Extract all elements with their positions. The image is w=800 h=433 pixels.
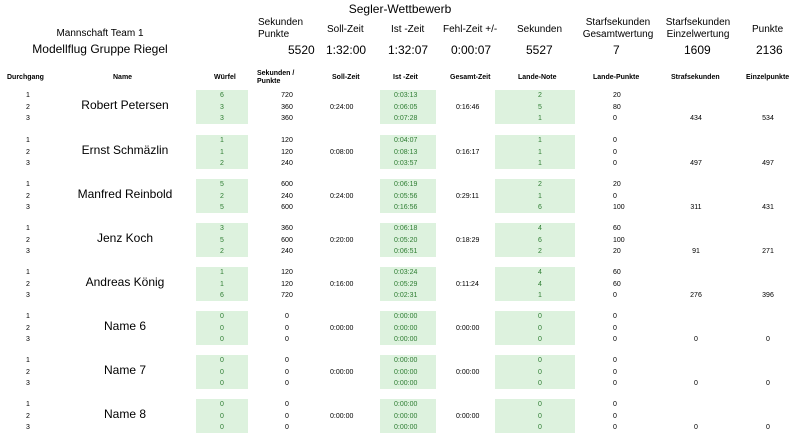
pilot-name: Jenz Koch xyxy=(96,231,154,245)
wuerfel-cell: 3 xyxy=(220,225,224,232)
ist-zeit-cell: 0:00:00 xyxy=(394,324,418,332)
sekunden-cell: 120 xyxy=(281,269,293,276)
summary-label-straf-gesamt xyxy=(578,17,658,41)
summary-label-ist: Ist -Zeit xyxy=(391,24,425,35)
einzelpunkte-cell: 396 xyxy=(762,292,774,299)
einzelpunkte-cell: 534 xyxy=(762,115,774,122)
page-title: Segler-Wettbewerb xyxy=(348,2,452,16)
einzelpunkte-cell: 0 xyxy=(766,336,770,343)
sekunden-cell: 120 xyxy=(281,280,293,288)
sekunden-cell: 600 xyxy=(281,236,293,244)
pilot-name: Name 6 xyxy=(103,319,147,333)
lande-punkte-cell: 0 xyxy=(613,192,617,200)
col-header-strafsekunden: Strafsekunden xyxy=(671,74,720,81)
ist-zeit-cell: 0:08:13 xyxy=(394,148,418,156)
ist-zeit-cell: 0:05:29 xyxy=(394,280,418,288)
sekunden-cell: 0 xyxy=(285,368,289,376)
soll-zeit-cell: 0:20:00 xyxy=(330,236,354,244)
lande-note-cell: 6 xyxy=(538,204,542,211)
lande-punkte-cell: 20 xyxy=(613,248,621,255)
lande-note-cell: 2 xyxy=(538,248,542,255)
durchgang-cell: 3 xyxy=(26,336,30,343)
ist-zeit-cell: 0:16:56 xyxy=(394,204,418,211)
wuerfel-cell: 1 xyxy=(220,148,224,156)
wuerfel-cell: 2 xyxy=(220,248,224,255)
team-name: Mannschaft Team 1 xyxy=(56,28,144,39)
sekunden-cell: 600 xyxy=(281,204,293,211)
lande-note-cell: 1 xyxy=(538,115,542,122)
soll-zeit-cell: 0:00:00 xyxy=(330,324,354,332)
durchgang-cell: 1 xyxy=(26,92,30,99)
einzelpunkte-cell: 271 xyxy=(762,248,774,255)
wuerfel-cell: 1 xyxy=(220,269,224,276)
ist-zeit-cell: 0:03:24 xyxy=(394,269,418,276)
wuerfel-cell: 6 xyxy=(220,292,224,299)
durchgang-cell: 2 xyxy=(26,103,30,111)
lande-punkte-cell: 0 xyxy=(613,380,617,387)
lande-note-cell: 5 xyxy=(538,103,542,111)
durchgang-cell: 1 xyxy=(26,313,30,320)
col-header-note: Lande-Note xyxy=(518,74,557,81)
sekunden-cell: 0 xyxy=(285,357,289,364)
durchgang-cell: 3 xyxy=(26,160,30,167)
lande-punkte-cell: 80 xyxy=(613,103,621,111)
gesamt-zeit-cell: 0:00:00 xyxy=(456,324,480,332)
ist-zeit-cell: 0:06:05 xyxy=(394,103,418,111)
strafsekunden-cell: 276 xyxy=(690,292,702,299)
lande-punkte-cell: 0 xyxy=(613,115,617,122)
strafsekunden-cell: 0 xyxy=(694,424,698,431)
pilot-name: Name 8 xyxy=(103,407,147,421)
einzelpunkte-cell: 497 xyxy=(762,160,774,167)
wuerfel-cell: 0 xyxy=(220,336,224,343)
lande-punkte-cell: 0 xyxy=(613,368,617,376)
sekunden-cell: 360 xyxy=(281,103,293,111)
lande-note-cell: 1 xyxy=(538,148,542,156)
soll-zeit-cell: 0:00:00 xyxy=(330,368,354,376)
summary-label-punkte: Punkte xyxy=(752,24,784,35)
col-header-lande-punkte: Lande-Punkte xyxy=(593,74,640,81)
wuerfel-cell: 3 xyxy=(220,115,224,122)
summary-label-line2: Gesamtwertung xyxy=(582,29,654,40)
col-header-einzelpunkte: Einzelpunkte xyxy=(746,74,790,81)
gesamt-zeit-cell: 0:00:00 xyxy=(456,412,480,420)
lande-note-cell: 4 xyxy=(538,225,542,232)
sekunden-cell: 120 xyxy=(281,148,293,156)
ist-zeit-cell: 0:02:31 xyxy=(394,292,418,299)
lande-punkte-cell: 60 xyxy=(613,269,621,276)
ist-zeit-cell: 0:06:51 xyxy=(394,248,418,255)
summary-value-punkte: 2136 xyxy=(756,43,783,57)
lande-punkte-cell: 0 xyxy=(613,292,617,299)
durchgang-cell: 1 xyxy=(26,357,30,364)
wuerfel-cell: 0 xyxy=(220,401,224,408)
durchgang-cell: 1 xyxy=(26,181,30,188)
durchgang-cell: 2 xyxy=(26,192,30,200)
wuerfel-cell: 0 xyxy=(220,412,224,420)
summary-label-straf-einzel xyxy=(658,17,738,41)
sekunden-cell: 360 xyxy=(281,225,293,232)
durchgang-cell: 1 xyxy=(26,401,30,408)
ist-zeit-cell: 0:03:13 xyxy=(394,92,418,99)
col-header-line1: Sekunden / xyxy=(257,70,295,77)
lande-note-cell: 2 xyxy=(538,181,542,188)
durchgang-cell: 2 xyxy=(26,236,30,244)
wuerfel-cell: 0 xyxy=(220,380,224,387)
col-header-wuerfel: Würfel xyxy=(214,74,236,81)
sekunden-cell: 240 xyxy=(281,248,293,255)
durchgang-cell: 1 xyxy=(26,225,30,232)
gesamt-zeit-cell: 0:00:00 xyxy=(456,368,480,376)
gesamt-zeit-cell: 0:18:29 xyxy=(456,236,480,244)
lande-punkte-cell: 0 xyxy=(613,336,617,343)
ist-zeit-cell: 0:05:56 xyxy=(394,192,418,200)
sekunden-cell: 0 xyxy=(285,424,289,431)
lande-note-cell: 0 xyxy=(538,324,542,332)
durchgang-cell: 2 xyxy=(26,324,30,332)
durchgang-cell: 1 xyxy=(26,269,30,276)
summary-label-seconds-points xyxy=(258,17,303,41)
ist-zeit-cell: 0:00:00 xyxy=(394,336,418,343)
ist-zeit-cell: 0:06:19 xyxy=(394,181,418,188)
durchgang-cell: 3 xyxy=(26,292,30,299)
sekunden-cell: 0 xyxy=(285,336,289,343)
summary-value-sekunden: 5527 xyxy=(526,43,553,57)
einzelpunkte-cell: 431 xyxy=(762,204,774,211)
lande-punkte-cell: 0 xyxy=(613,313,617,320)
group-name: Modellflug Gruppe Riegel xyxy=(32,42,168,56)
lande-punkte-cell: 0 xyxy=(613,160,617,167)
lande-punkte-cell: 0 xyxy=(613,148,617,156)
ist-zeit-cell: 0:00:00 xyxy=(394,424,418,431)
pilot-name: Robert Petersen xyxy=(81,98,169,112)
summary-value-soll: 1:32:00 xyxy=(326,43,367,57)
lande-note-cell: 0 xyxy=(538,357,542,364)
ist-zeit-cell: 0:00:00 xyxy=(394,401,418,408)
summary-label-sekunden: Sekunden xyxy=(517,24,563,35)
ist-zeit-cell: 0:05:20 xyxy=(394,236,418,244)
col-header-line2: Punkte xyxy=(257,78,281,85)
soll-zeit-cell: 0:24:00 xyxy=(330,103,354,111)
soll-zeit-cell: 0:00:00 xyxy=(330,412,354,420)
col-header-name: Name xyxy=(113,74,133,81)
pilot-name: Ernst Schmäzlin xyxy=(81,143,169,157)
durchgang-cell: 3 xyxy=(26,204,30,211)
wuerfel-cell: 1 xyxy=(220,280,224,288)
durchgang-cell: 3 xyxy=(26,380,30,387)
lande-note-cell: 4 xyxy=(538,269,542,276)
wuerfel-cell: 0 xyxy=(220,368,224,376)
lande-punkte-cell: 0 xyxy=(613,357,617,364)
sekunden-cell: 0 xyxy=(285,412,289,420)
durchgang-cell: 2 xyxy=(26,148,30,156)
summary-label-line2: Punkte xyxy=(258,29,290,40)
strafsekunden-cell: 91 xyxy=(692,248,700,255)
lande-note-cell: 1 xyxy=(538,160,542,167)
lande-note-cell: 1 xyxy=(538,137,542,144)
gesamt-zeit-cell: 0:11:24 xyxy=(456,280,479,288)
sekunden-cell: 600 xyxy=(281,181,293,188)
gesamt-zeit-cell: 0:16:46 xyxy=(456,103,480,111)
sekunden-cell: 0 xyxy=(285,313,289,320)
summary-label-line1: Starfsekunden xyxy=(585,17,651,28)
durchgang-cell: 3 xyxy=(26,115,30,122)
sekunden-cell: 240 xyxy=(281,160,293,167)
wuerfel-cell: 0 xyxy=(220,313,224,320)
summary-value-seconds-points: 5520 xyxy=(288,43,315,57)
soll-zeit-cell: 0:08:00 xyxy=(330,148,354,156)
ist-zeit-cell: 0:00:00 xyxy=(394,313,418,320)
sekunden-cell: 0 xyxy=(285,380,289,387)
durchgang-cell: 1 xyxy=(26,137,30,144)
summary-value-straf-gesamt: 7 xyxy=(613,43,620,57)
durchgang-cell: 2 xyxy=(26,280,30,288)
sekunden-cell: 120 xyxy=(281,137,293,144)
sekunden-cell: 720 xyxy=(281,92,293,99)
lande-punkte-cell: 0 xyxy=(613,424,617,431)
gesamt-zeit-cell: 0:16:17 xyxy=(456,148,480,156)
ist-zeit-cell: 0:04:07 xyxy=(394,137,418,144)
summary-label-soll: Soll-Zeit xyxy=(327,24,364,35)
strafsekunden-cell: 434 xyxy=(690,115,702,122)
strafsekunden-cell: 0 xyxy=(694,380,698,387)
lande-punkte-cell: 60 xyxy=(613,280,621,288)
ist-zeit-cell: 0:00:00 xyxy=(394,412,418,420)
wuerfel-cell: 3 xyxy=(220,103,224,111)
lande-punkte-cell: 0 xyxy=(613,324,617,332)
wuerfel-cell: 5 xyxy=(220,181,224,188)
lande-note-cell: 0 xyxy=(538,380,542,387)
sekunden-cell: 720 xyxy=(281,292,293,299)
einzelpunkte-cell: 0 xyxy=(766,380,770,387)
col-header-ist: Ist -Zeit xyxy=(393,74,418,81)
strafsekunden-cell: 311 xyxy=(690,204,702,211)
wuerfel-cell: 0 xyxy=(220,424,224,431)
summary-label-line1: Sekunden xyxy=(258,17,304,28)
soll-zeit-cell: 0:24:00 xyxy=(330,192,354,200)
wuerfel-cell: 0 xyxy=(220,357,224,364)
wuerfel-cell: 1 xyxy=(220,137,224,144)
sekunden-cell: 240 xyxy=(281,192,293,200)
lande-punkte-cell: 0 xyxy=(613,137,617,144)
ist-zeit-cell: 0:00:00 xyxy=(394,380,418,387)
lande-punkte-cell: 100 xyxy=(613,204,625,211)
wuerfel-cell: 2 xyxy=(220,160,224,167)
lande-punkte-cell: 100 xyxy=(613,236,625,244)
lande-note-cell: 0 xyxy=(538,424,542,431)
lande-note-cell: 6 xyxy=(538,236,542,244)
summary-value-straf-einzel: 1609 xyxy=(684,43,711,57)
summary-label-line2: Einzelwertung xyxy=(666,29,730,40)
summary-label-fehl: Fehl-Zeit +/- xyxy=(443,24,498,35)
gesamt-zeit-cell: 0:29:11 xyxy=(456,192,479,200)
ist-zeit-cell: 0:07:28 xyxy=(394,115,418,122)
lande-note-cell: 0 xyxy=(538,401,542,408)
sekunden-cell: 0 xyxy=(285,324,289,332)
lande-punkte-cell: 20 xyxy=(613,92,621,99)
lande-note-cell: 2 xyxy=(538,92,542,99)
lande-note-cell: 0 xyxy=(538,412,542,420)
lande-note-cell: 0 xyxy=(538,368,542,376)
ist-zeit-cell: 0:06:18 xyxy=(394,225,418,232)
durchgang-cell: 2 xyxy=(26,368,30,376)
wuerfel-cell: 0 xyxy=(220,324,224,332)
lande-note-cell: 0 xyxy=(538,313,542,320)
lande-note-cell: 0 xyxy=(538,336,542,343)
wuerfel-cell: 5 xyxy=(220,236,224,244)
strafsekunden-cell: 497 xyxy=(690,160,702,167)
lande-note-cell: 4 xyxy=(538,280,542,288)
summary-value-fehl: 0:00:07 xyxy=(451,43,492,57)
lande-punkte-cell: 0 xyxy=(613,412,617,420)
pilot-name: Manfred Reinbold xyxy=(77,187,173,201)
lande-punkte-cell: 0 xyxy=(613,401,617,408)
col-header-durchgang: Durchgang xyxy=(7,74,44,81)
durchgang-cell: 2 xyxy=(26,412,30,420)
lande-punkte-cell: 20 xyxy=(613,181,621,188)
lande-note-cell: 1 xyxy=(538,192,542,200)
sekunden-cell: 0 xyxy=(285,401,289,408)
lande-punkte-cell: 60 xyxy=(613,225,621,232)
col-header-soll: Soll-Zeit xyxy=(332,74,360,81)
ist-zeit-cell: 0:00:00 xyxy=(394,357,418,364)
ist-zeit-cell: 0:03:57 xyxy=(394,160,418,167)
summary-value-ist: 1:32:07 xyxy=(388,43,429,57)
strafsekunden-cell: 0 xyxy=(694,336,698,343)
summary-label-line1: Starfsekunden xyxy=(665,17,731,28)
sekunden-cell: 360 xyxy=(281,115,293,122)
pilot-name: Name 7 xyxy=(103,363,147,377)
wuerfel-cell: 2 xyxy=(220,192,224,200)
einzelpunkte-cell: 0 xyxy=(766,424,770,431)
durchgang-cell: 3 xyxy=(26,248,30,255)
col-header-gesamt: Gesamt-Zeit xyxy=(450,74,491,81)
pilot-name: Andreas König xyxy=(85,275,165,289)
durchgang-cell: 3 xyxy=(26,424,30,431)
soll-zeit-cell: 0:16:00 xyxy=(330,280,354,288)
wuerfel-cell: 6 xyxy=(220,92,224,99)
lande-note-cell: 1 xyxy=(538,292,542,299)
col-header-sekunden xyxy=(257,70,294,86)
ist-zeit-cell: 0:00:00 xyxy=(394,368,418,376)
wuerfel-cell: 5 xyxy=(220,204,224,211)
